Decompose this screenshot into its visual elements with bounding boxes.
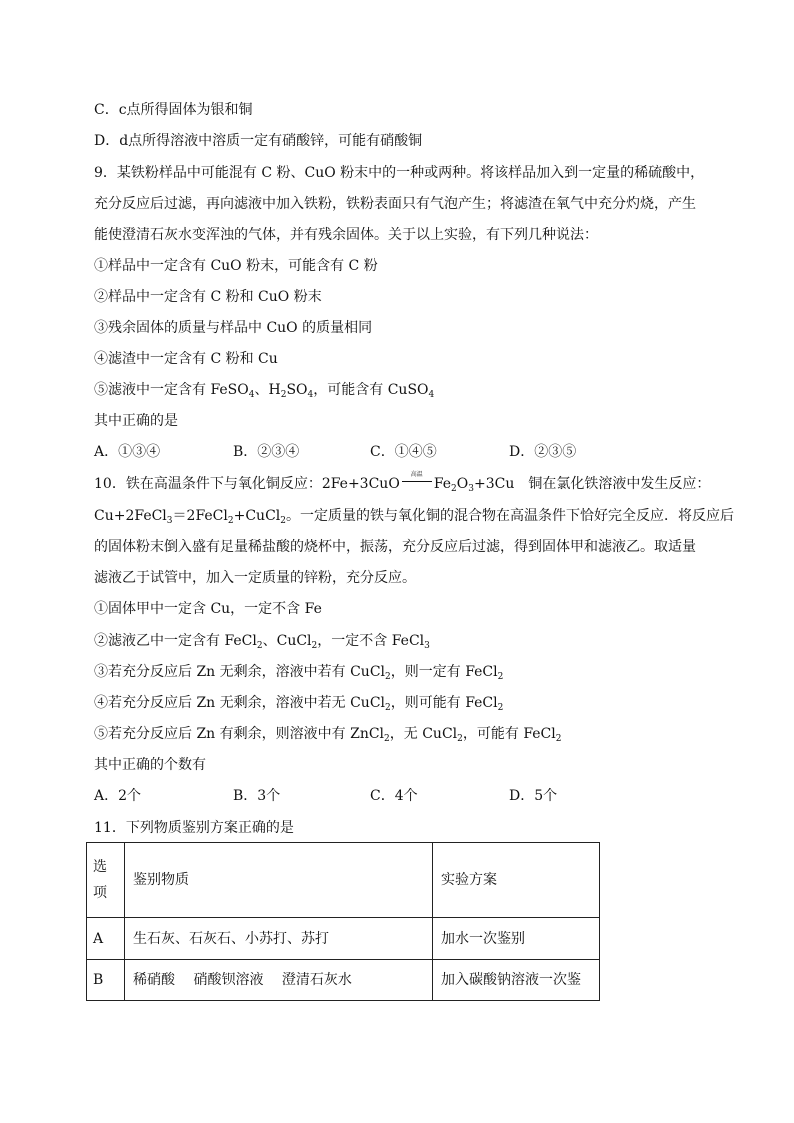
table-row <box>87 960 600 1001</box>
q9-stem-line2: 充分反应后过滤，再向滤液中加入铁粉，铁粉表面只有气泡产生；将滤渣在氧气中充分灼烧，产生 <box>94 196 696 212</box>
row-substances: 稀硝酸 硝酸钡溶液 澄清石灰水 <box>125 960 433 1001</box>
q11-stem: 11．下列物质鉴别方案正确的是 <box>94 820 294 836</box>
row-option: B <box>87 960 125 1001</box>
q10-stem-line1: 10．铁在高温条件下与氧化铜反应：2Fe+3CuO 高温 $Fe_2O_3+3Cu$ 铜在氯化铁溶液中发生反应： <box>94 471 711 494</box>
q10-option-b[interactable]: B．3个 <box>233 788 281 804</box>
q9-statement-2: ②样品中一定含有 C 粉和 CuO 粉末 <box>94 289 322 305</box>
q10-option-c[interactable]: C．4个 <box>370 788 418 804</box>
q9-option-b[interactable]: B．②③④ <box>233 444 300 460</box>
q9-statement-4: ④滤渣中一定含有 C 粉和 Cu <box>94 351 278 367</box>
row-method: 加入碳酸钠溶液一次鉴 <box>433 960 600 1001</box>
row-method: 加水一次鉴别 <box>433 918 600 960</box>
q10-option-a[interactable]: A．2个 <box>94 788 142 804</box>
q9-option-c[interactable]: C．①④⑤ <box>370 444 437 460</box>
table-row <box>87 918 600 960</box>
header-method: 实验方案 <box>433 843 600 918</box>
q10-statement-3: ③若充分反应后 Zn 无剩余，溶液中若有 CuCl$_2$，则一定有 FeCl$_2$ <box>94 664 504 682</box>
q10-stem-line4: 滤液乙于试管中，加入一定质量的锌粉，充分反应。 <box>94 570 416 586</box>
q10-stem-line2: Cu+2FeCl$_3$＝2FeCl$_2$+CuCl$_2$。一定质量的铁与氧化铜的混合物在高温条件下恰好完全反应．将反应后 <box>94 508 734 526</box>
row-option: A <box>87 918 125 960</box>
q9-statement-1: ①样品中一定含有 CuO 粉末，可能含有 C 粉 <box>94 258 378 274</box>
q10-statement-5: ⑤若充分反应后 Zn 有剩余，则溶液中有 ZnCl$_2$，无 CuCl$_2$，可能有 FeCl$_2$ <box>94 726 562 744</box>
q9-option-a[interactable]: A．①③④ <box>94 444 161 460</box>
q9-stem-line3: 能使澄清石灰水变浑浊的气体，并有残余固体。关于以上实验，有下列几种说法： <box>94 227 598 243</box>
table-header-row <box>87 843 600 918</box>
q8-option-d: D．d点所得溶液中溶质一定有硝酸锌，可能有硝酸铜 <box>94 133 423 149</box>
q9-stem-line1: 9．某铁粉样品中可能混有 C 粉、CuO 粉末中的一种或两种。将该样品加入到一定量的稀硫酸中， <box>94 165 705 181</box>
q11-table <box>86 842 600 1001</box>
q10-option-d[interactable]: D．5个 <box>509 788 558 804</box>
q10-statement-2: ②滤液乙中一定含有 FeCl$_2$、CuCl$_2$，一定不含 FeCl$_3$ <box>94 633 430 651</box>
q10-statement-4: ④若充分反应后 Zn 无剩余，溶液中若无 CuCl$_2$，则可能有 FeCl$_2$ <box>94 695 504 713</box>
header-option: 选 项 <box>87 843 125 918</box>
q9-statement-5: ⑤滤液中一定含有 FeSO$_4$、$H_2SO_4$，可能含有 CuSO$_4$ <box>94 382 435 400</box>
q9-statement-3: ③残余固体的质量与样品中 CuO 的质量相同 <box>94 320 373 336</box>
q9-ask: 其中正确的是 <box>94 413 178 429</box>
q10-statement-1: ①固体甲中一定含 Cu，一定不含 Fe <box>94 601 322 617</box>
header-substances: 鉴别物质 <box>125 843 433 918</box>
row-substances: 生石灰、石灰石、小苏打、苏打 <box>125 918 433 960</box>
q10-ask: 其中正确的个数有 <box>94 757 206 773</box>
q10-stem-line3: 的固体粉末倒入盛有足量稀盐酸的烧杯中，振荡，充分反应后过滤，得到固体甲和滤液乙。取适量 <box>94 539 696 555</box>
q9-option-d[interactable]: D．②③⑤ <box>509 444 577 460</box>
reaction-condition-arrow: 高温 <box>402 475 432 489</box>
q8-option-c: C．c点所得固体为银和铜 <box>94 102 253 118</box>
